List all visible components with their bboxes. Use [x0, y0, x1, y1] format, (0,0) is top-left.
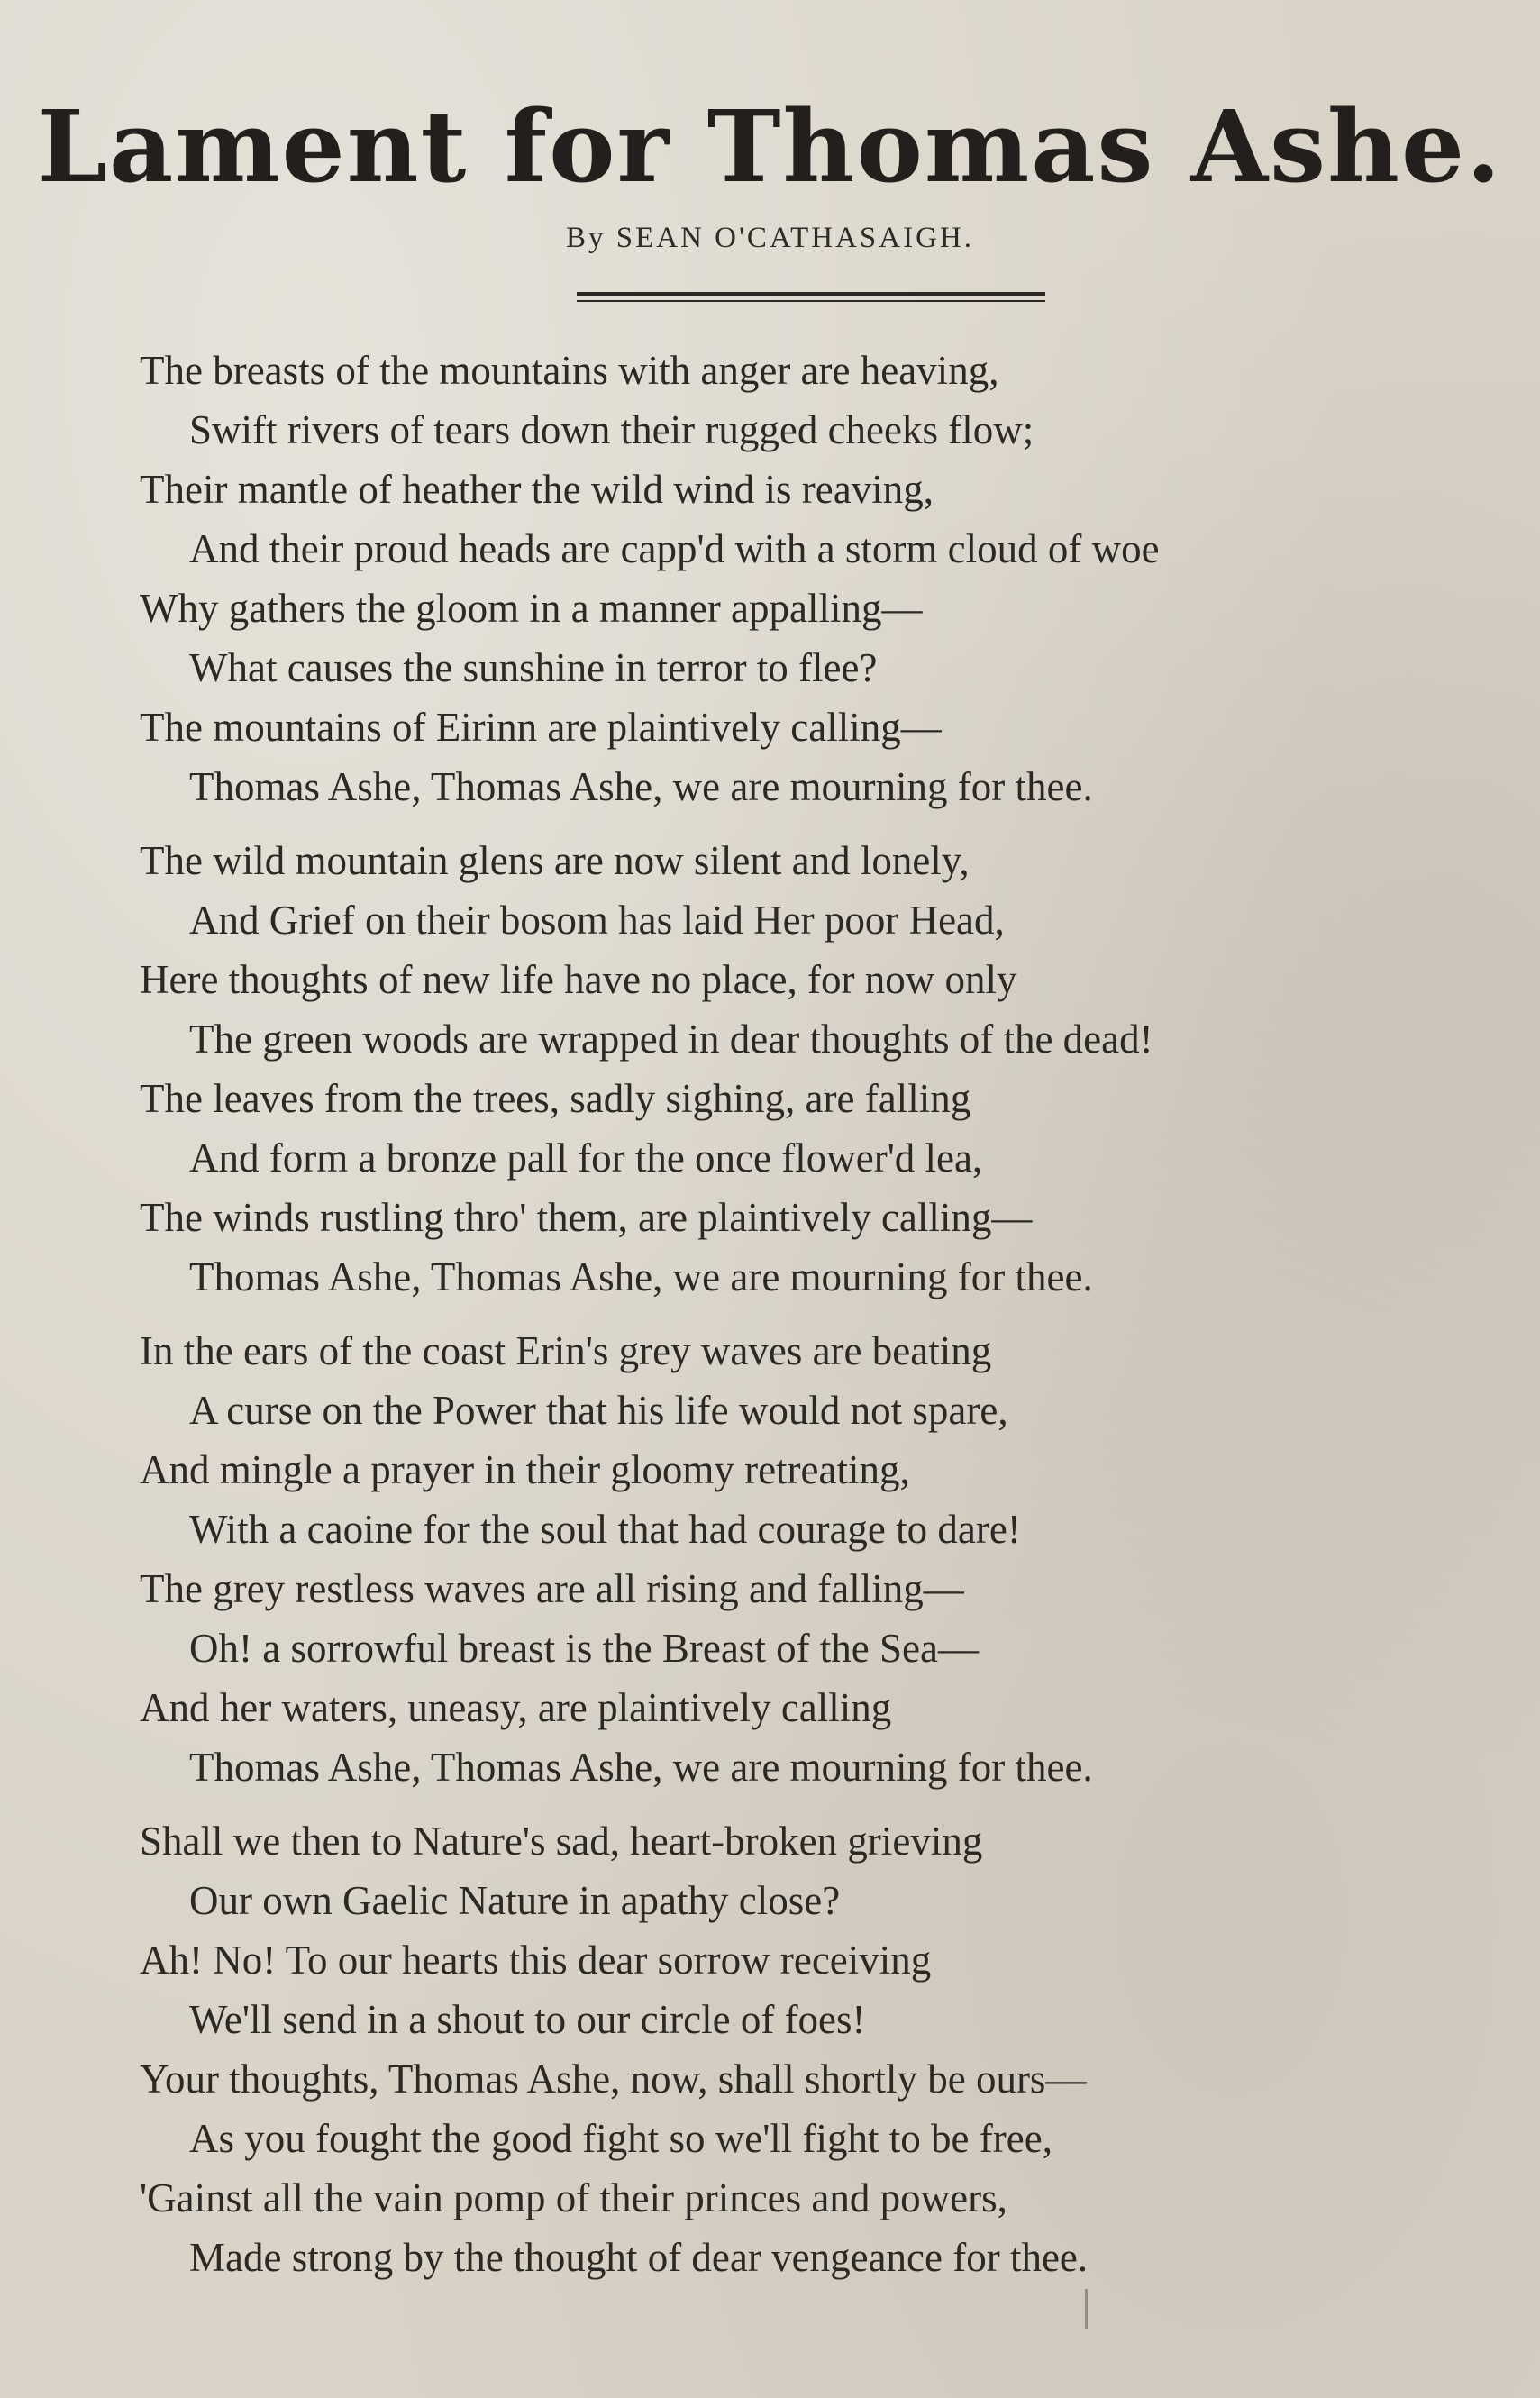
- poem-line: And their proud heads are capp'd with a storm cloud of woe: [189, 526, 1160, 571]
- poem-line: Your thoughts, Thomas Ashe, now, shall shortly be ours—: [140, 2056, 1087, 2102]
- poem-line: The wild mountain glens are now silent and lonely,: [140, 838, 970, 883]
- poem-line: And Grief on their bosom has laid Her poor Head,: [189, 898, 1005, 943]
- title-divider: [577, 292, 1045, 302]
- poem-line: Thomas Ashe, Thomas Ashe, we are mourning for thee.: [189, 764, 1093, 809]
- poem-line: Shall we then to Nature's sad, heart-broken grieving: [140, 1819, 983, 1864]
- poem-line: With a caoine for the soul that had courage to dare!: [189, 1507, 1021, 1552]
- poem-line: Our own Gaelic Nature in apathy close?: [189, 1878, 841, 1923]
- poem-line: The winds rustling thro' them, are plaintively calling—: [140, 1195, 1033, 1240]
- poem-line: Here thoughts of new life have no place, for now only: [140, 957, 1017, 1002]
- poem-line: Swift rivers of tears down their rugged cheeks flow;: [189, 407, 1034, 452]
- poem-body: [140, 341, 1473, 2302]
- poem-line: Why gathers the gloom in a manner appalling—: [140, 586, 923, 631]
- poem-line: And form a bronze pall for the once flower'd lea,: [189, 1135, 983, 1181]
- author-byline: By SEAN O'CATHASAIGH.: [565, 222, 975, 254]
- poem-line: As you fought the good fight so we'll fight to be free,: [189, 2116, 1052, 2161]
- paper-mark: [1085, 2289, 1088, 2329]
- poem-line: Thomas Ashe, Thomas Ashe, we are mourning for thee.: [189, 1745, 1093, 1790]
- poem-line: The breasts of the mountains with anger are heaving,: [140, 348, 999, 393]
- poem-line: And mingle a prayer in their gloomy retreating,: [140, 1447, 910, 1492]
- stanza-2: [140, 831, 1473, 1307]
- poem-line: Their mantle of heather the wild wind is reaving,: [140, 467, 934, 512]
- poem-line: In the ears of the coast Erin's grey waves are beating: [140, 1328, 992, 1373]
- poem-line: We'll send in a shout to our circle of foes!: [189, 1997, 866, 2042]
- poem-line: What causes the sunshine in terror to flee?: [189, 645, 878, 690]
- stanza-1: [140, 341, 1473, 816]
- poem-line: The leaves from the trees, sadly sighing, are falling: [140, 1076, 971, 1121]
- poem-line: A curse on the Power that his life would not spare,: [189, 1388, 1008, 1433]
- poem-line: Ah! No! To our hearts this dear sorrow receiving: [140, 1938, 932, 1983]
- poem-line: The mountains of Eirinn are plaintively calling—: [140, 705, 942, 750]
- poem-line: Made strong by the thought of dear vengeance for thee.: [189, 2235, 1089, 2280]
- poem-line: The green woods are wrapped in dear thoughts of the dead!: [189, 1017, 1153, 1062]
- poem-line: Oh! a sorrowful breast is the Breast of the Sea—: [189, 1626, 980, 1671]
- poem-line: Thomas Ashe, Thomas Ashe, we are mourning for thee.: [189, 1254, 1093, 1299]
- poem-line: 'Gainst all the vain pomp of their princes and powers,: [140, 2175, 1007, 2220]
- poem-line: The grey restless waves are all rising and falling—: [140, 1566, 964, 1611]
- poem-title: Lament for Thomas Ashe.: [37, 88, 1503, 205]
- stanza-4: [140, 1811, 1473, 2287]
- stanza-3: [140, 1321, 1473, 1797]
- poem-line: And her waters, uneasy, are plaintively calling: [140, 1685, 892, 1730]
